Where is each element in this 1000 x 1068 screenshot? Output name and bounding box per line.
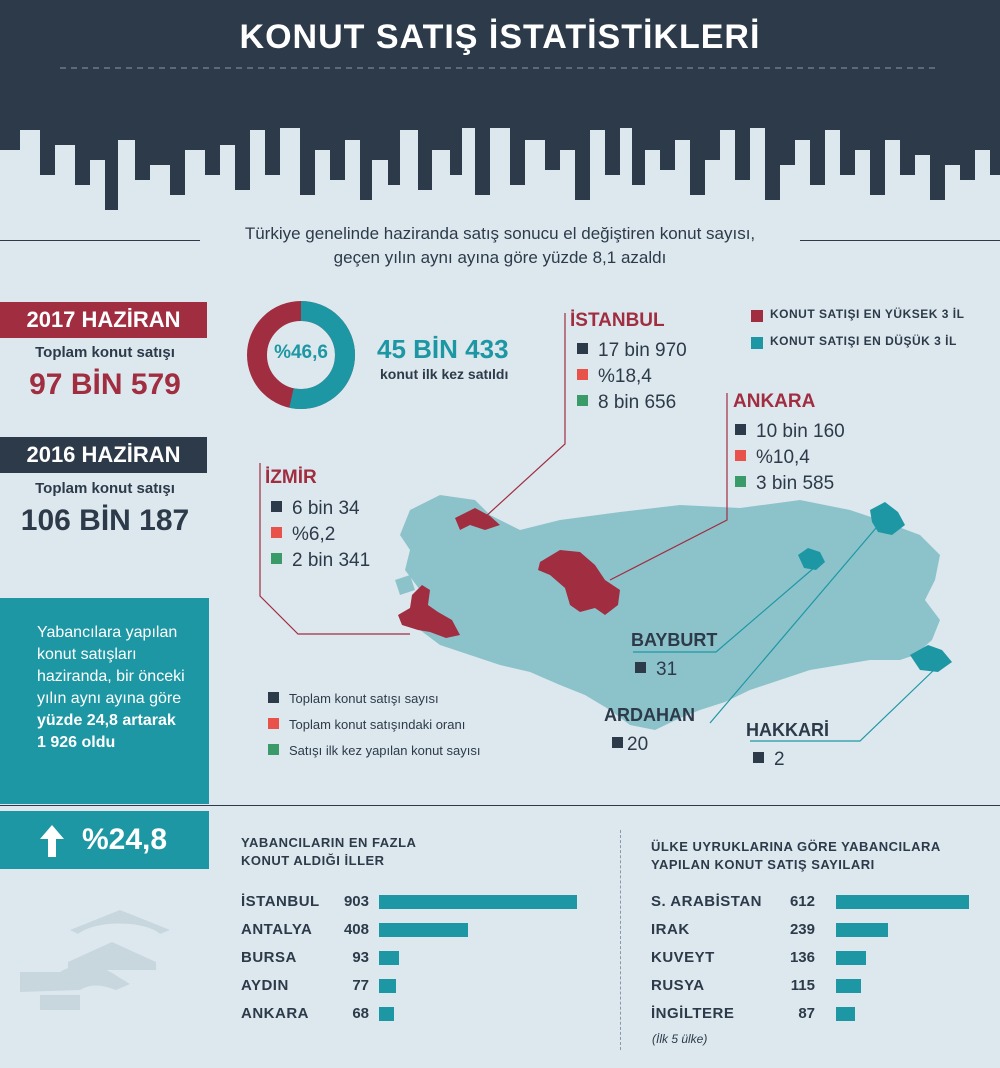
izmir-title: İZMİR xyxy=(265,467,317,488)
bar-category-label: AYDIN xyxy=(241,977,289,994)
year-2016-text: Toplam konut satışı xyxy=(35,480,175,497)
foreign-text-5: yüzde 24,8 artarak xyxy=(37,712,176,729)
total-marker xyxy=(753,752,764,763)
bar xyxy=(836,895,969,909)
legend-total-label: Toplam konut satışı sayısı xyxy=(289,691,439,706)
bar-value-label: 77 xyxy=(352,977,369,994)
ratio-marker xyxy=(577,369,588,380)
bar-row xyxy=(241,949,601,977)
foreign-text-2: konut satışları xyxy=(37,646,137,663)
year-2017-text: Toplam konut satışı xyxy=(35,344,175,361)
bar xyxy=(836,1007,855,1021)
legend-first-swatch xyxy=(268,744,279,755)
istanbul-title: İSTANBUL xyxy=(570,310,665,331)
ratio-marker xyxy=(735,450,746,461)
cities-chart-title-line2: KONUT ALDIĞI İLLER xyxy=(241,853,385,868)
first-marker xyxy=(271,553,282,564)
countries-chart-note: (İlk 5 ülke) xyxy=(652,1032,708,1046)
bar-value-label: 408 xyxy=(343,921,369,938)
ratio-marker xyxy=(271,527,282,538)
chart-divider xyxy=(620,830,621,1050)
bar-row xyxy=(241,1005,601,1033)
bar-value-label: 239 xyxy=(789,921,815,938)
ardahan-title: ARDAHAN xyxy=(604,705,695,725)
bar xyxy=(379,1007,394,1021)
foreign-count-suffix: oldu xyxy=(77,734,116,751)
bar-category-label: S. ARABİSTAN xyxy=(651,893,762,910)
bar xyxy=(379,979,396,993)
izmir-total: 6 bin 34 xyxy=(292,498,360,519)
bar xyxy=(379,895,577,909)
bar-value-label: 87 xyxy=(798,1005,815,1022)
donut-label: %46,6 xyxy=(274,342,328,363)
bar-value-label: 115 xyxy=(790,977,815,994)
bar-row xyxy=(651,921,981,949)
bar-category-label: BURSA xyxy=(241,949,297,966)
legend-total-swatch xyxy=(268,692,279,703)
countries-bar-chart xyxy=(651,893,981,1033)
first-sale-text: konut ilk kez satıldı xyxy=(380,366,509,382)
bar-category-label: İSTANBUL xyxy=(241,893,320,910)
istanbul-stats xyxy=(577,338,687,416)
bar-value-label: 136 xyxy=(789,949,815,966)
foreign-text-1: Yabancılara yapılan xyxy=(37,624,178,641)
izmir-ratio: %6,2 xyxy=(292,524,336,545)
subtitle-line-1: Türkiye genelinde haziranda satış sonucu el değiştiren konut sayısı, xyxy=(244,224,756,243)
cities-bar-chart xyxy=(241,893,601,1033)
ardahan-callout xyxy=(710,528,876,723)
bar-category-label: ANKARA xyxy=(241,1005,309,1022)
countries-chart-title-line2: YAPILAN KONUT SATIŞ SAYILARI xyxy=(651,857,875,872)
cities-chart-title-line1: YABANCILARIN EN FAZLA xyxy=(241,835,417,850)
legend-ratio-label: Toplam konut satışındaki oranı xyxy=(289,717,466,732)
year-2017-label: 2017 HAZİRAN xyxy=(0,302,207,338)
year-2016-label: 2016 HAZİRAN xyxy=(0,437,207,473)
bayburt-total: 31 xyxy=(656,659,678,680)
foreign-text-3: haziranda, bir önceki xyxy=(37,668,185,685)
bar-value-label: 68 xyxy=(352,1005,369,1022)
bar xyxy=(836,951,866,965)
year-2016-value: 106 BİN 187 xyxy=(20,504,190,537)
legend-ratio-swatch xyxy=(268,718,279,729)
bar-row xyxy=(651,949,981,977)
legend-low-label: KONUT SATIŞI EN DÜŞÜK 3 İL xyxy=(770,334,957,348)
izmir-stats xyxy=(271,496,370,574)
ankara-ratio: %10,4 xyxy=(756,447,810,468)
foreign-text-4: yılın aynı ayına göre xyxy=(37,690,182,707)
first-sale-count: 45 BİN 433 xyxy=(377,334,509,364)
total-marker xyxy=(271,501,282,512)
ankara-stats xyxy=(735,419,845,497)
bar xyxy=(836,979,861,993)
istanbul-total: 17 bin 970 xyxy=(598,340,687,361)
page-title: KONUT SATIŞ İSTATİSTİKLERİ xyxy=(239,18,761,56)
bar-row xyxy=(241,977,601,1005)
bayburt-stat xyxy=(635,657,677,683)
izmir-first: 2 bin 341 xyxy=(292,550,371,571)
bar xyxy=(379,923,468,937)
first-marker xyxy=(577,395,588,406)
ankara-first: 3 bin 585 xyxy=(756,473,835,494)
bar-value-label: 612 xyxy=(789,893,815,910)
total-marker xyxy=(577,343,588,354)
total-marker xyxy=(735,424,746,435)
bar-row xyxy=(651,893,981,921)
bar-value-label: 93 xyxy=(352,949,369,966)
ardahan-total: 20 xyxy=(627,734,649,755)
hakkari-total: 2 xyxy=(774,749,785,770)
subtitle-line-2: geçen yılın aynı ayına göre yüzde 8,1 azaldı xyxy=(333,248,667,267)
bar-category-label: KUVEYT xyxy=(651,949,715,966)
bar-category-label: ANTALYA xyxy=(241,921,313,938)
foreign-change-value: %24,8 xyxy=(82,823,168,856)
cities-chart-title xyxy=(241,834,416,870)
bar-value-label: 903 xyxy=(343,893,369,910)
first-marker xyxy=(735,476,746,487)
year-2017-value: 97 BİN 579 xyxy=(29,368,181,401)
bar-category-label: IRAK xyxy=(651,921,690,938)
istanbul-ratio: %18,4 xyxy=(598,366,652,387)
total-marker xyxy=(635,662,646,673)
bar-row xyxy=(651,1005,981,1033)
ankara-title: ANKARA xyxy=(733,391,816,412)
countries-chart-title-line1: ÜLKE UYRUKLARINA GÖRE YABANCILARA xyxy=(651,839,941,854)
hakkari-stat xyxy=(753,747,785,773)
bar xyxy=(836,923,888,937)
ankara-callout xyxy=(610,393,727,580)
total-marker xyxy=(612,737,623,748)
bar-row xyxy=(651,977,981,1005)
ardahan-stat xyxy=(612,732,648,758)
legend-first-label: Satışı ilk kez yapılan konut sayısı xyxy=(289,743,481,758)
bayburt-title: BAYBURT xyxy=(631,630,718,650)
countries-chart-title xyxy=(651,838,941,874)
bar-category-label: İNGİLTERE xyxy=(651,1005,735,1022)
istanbul-first: 8 bin 656 xyxy=(598,392,677,413)
bar-row xyxy=(241,893,601,921)
bar-category-label: RUSYA xyxy=(651,977,705,994)
legend-high-label: KONUT SATIŞI EN YÜKSEK 3 İL xyxy=(770,307,965,321)
map-legend xyxy=(268,686,480,764)
bar xyxy=(379,951,399,965)
istanbul-callout xyxy=(484,313,565,518)
ankara-total: 10 bin 160 xyxy=(756,421,845,442)
hakkari-title: HAKKARİ xyxy=(746,720,829,740)
foreign-count: 1 926 xyxy=(37,734,78,751)
bar-row xyxy=(241,921,601,949)
